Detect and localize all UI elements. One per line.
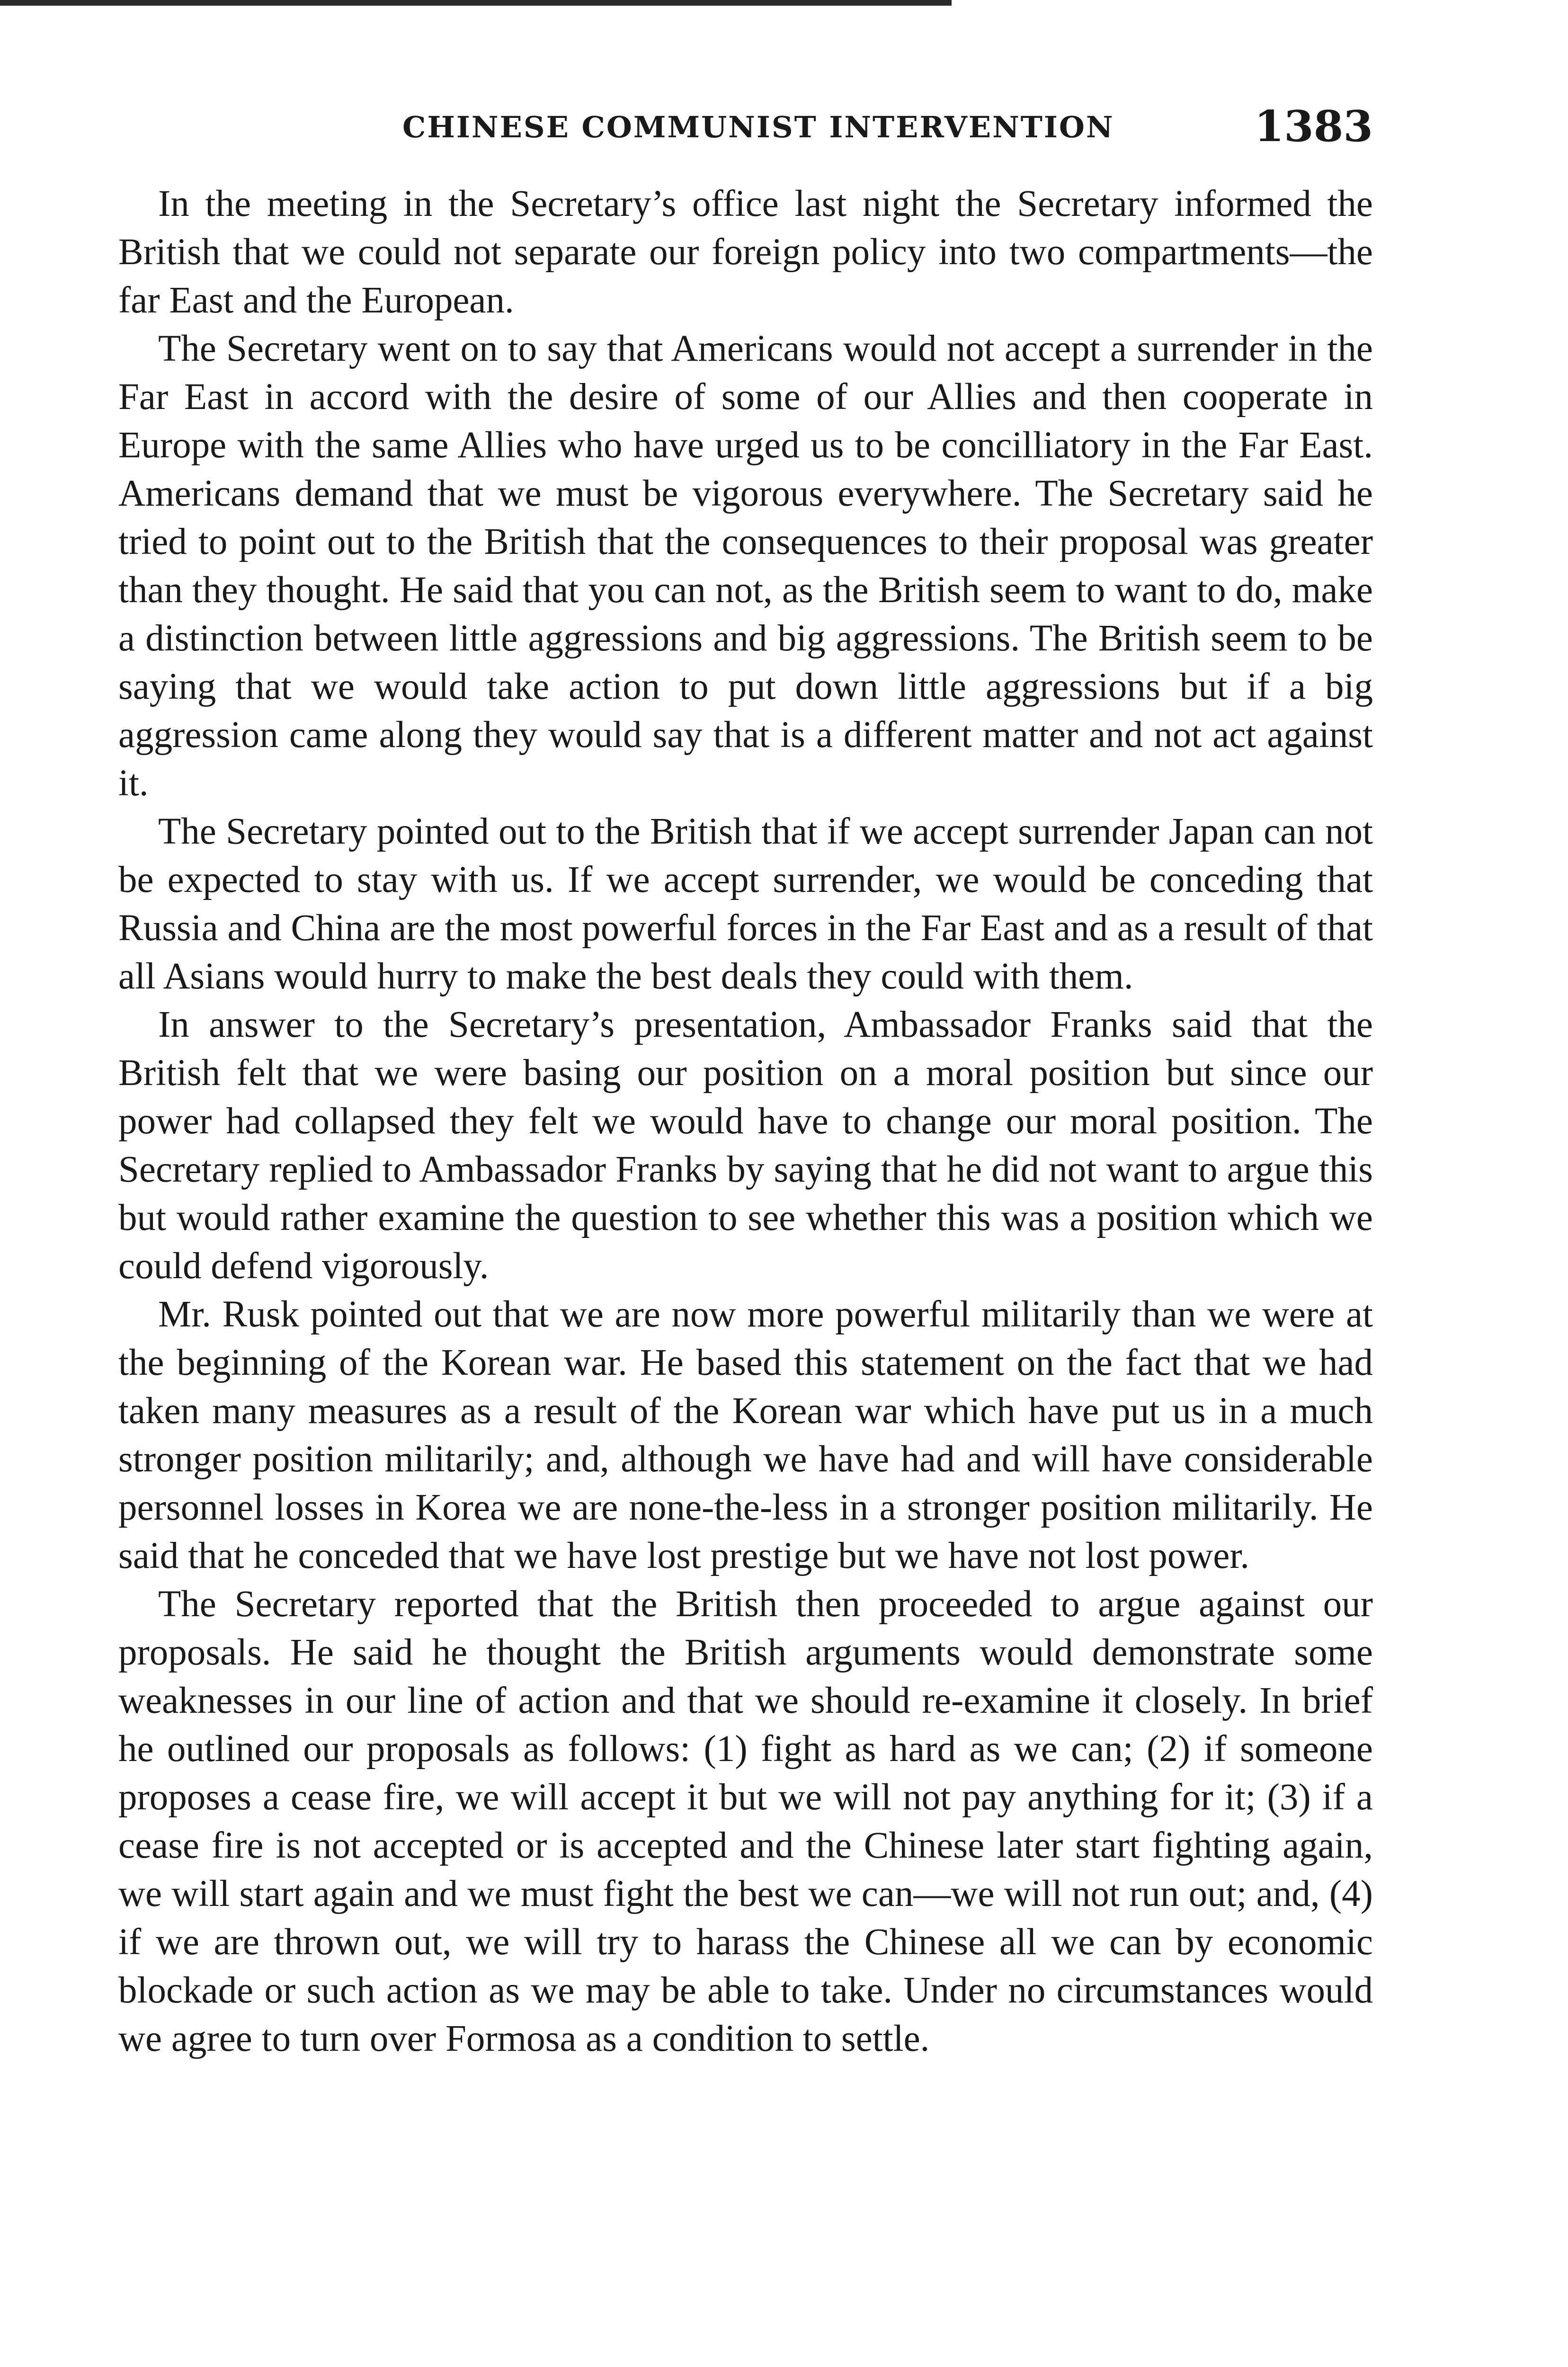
paragraph-2: The Secretary went on to say that Americans would not accept a surrender in the Far East in accord with the desire of some of our Allies and then cooperate in Europe with the same Allies who have urged us to be concilliatory in the Far East. Americans demand that we must be vigorous everywhere. The Secretary said he tried to point out to the British that the consequences to their proposal was greater than they thought. He said that you can not, as the British seem to want to do, make a distinction between little aggressions and big aggressions. The British seem to be saying that we would take action to put down little aggressions but if a big aggression came along they would say that is a different matter and not act against it. (118, 328, 1373, 804)
paragraph-4: In answer to the Secretary’s presentation, Ambassador Franks said that the British felt that we were basing our position on a moral position but since our power had collapsed they felt we would have to change our moral position. The Secretary replied to Ambassador Franks by saying that he did not want to argue this but would rather examine the question to see whether this was a position which we could defend vigorously. (118, 1004, 1373, 1287)
paragraph-5: Mr. Rusk pointed out that we are now more powerful militarily than we were at the beginning of the Korean war. He based this statement on the fact that we had taken many measures as a result of the Korean war which have put us in a much stronger position militarily; and, although we have had and will have considerable personnel losses in Korea we are none-the-less in a stronger position militarily. He said that he conceded that we have lost prestige but we have not lost power. (118, 1294, 1373, 1576)
top-edge-rule (0, 0, 952, 6)
running-head (118, 95, 1373, 161)
paragraph-6: The Secretary reported that the British then proceeded to argue against our proposals. He said he thought the British arguments would demonstrate some weaknesses in our line of action and that we should re-examine it closely. In brief he outlined our proposals as follows: (1) fight as hard as we can; (2) if someone proposes a cease fire, we will accept it but we will not pay anything for it; (3) if a cease fire is not accepted or is accepted and the Chinese later start fighting again, we will start again and we must fight the best we can—we will not run out; and, (4) if we are thrown out, we will try to harass the Chinese all we can by economic blockade or such action as we may be able to take. Under no circumstances would we agree to turn over Formosa as a condition to settle. (118, 1584, 1373, 2059)
paragraph-3: The Secretary pointed out to the British that if we accept surrender Japan can not be expected to stay with us. If we accept surrender, we would be conceding that Russia and China are the most powerful forces in the Far East and as a result of that all Asians would hurry to make the best deals they could with them. (118, 811, 1373, 997)
running-title: CHINESE COMMUNIST INTERVENTION (402, 110, 1114, 144)
paragraph-1: In the meeting in the Secretary’s office last night the Secretary informed the British that we could not separate our foreign policy into two compartments—the far East and the European. (118, 183, 1373, 321)
document-page (118, 95, 1373, 2063)
page-number: 1383 (1254, 101, 1373, 151)
body-text (118, 180, 1373, 2063)
